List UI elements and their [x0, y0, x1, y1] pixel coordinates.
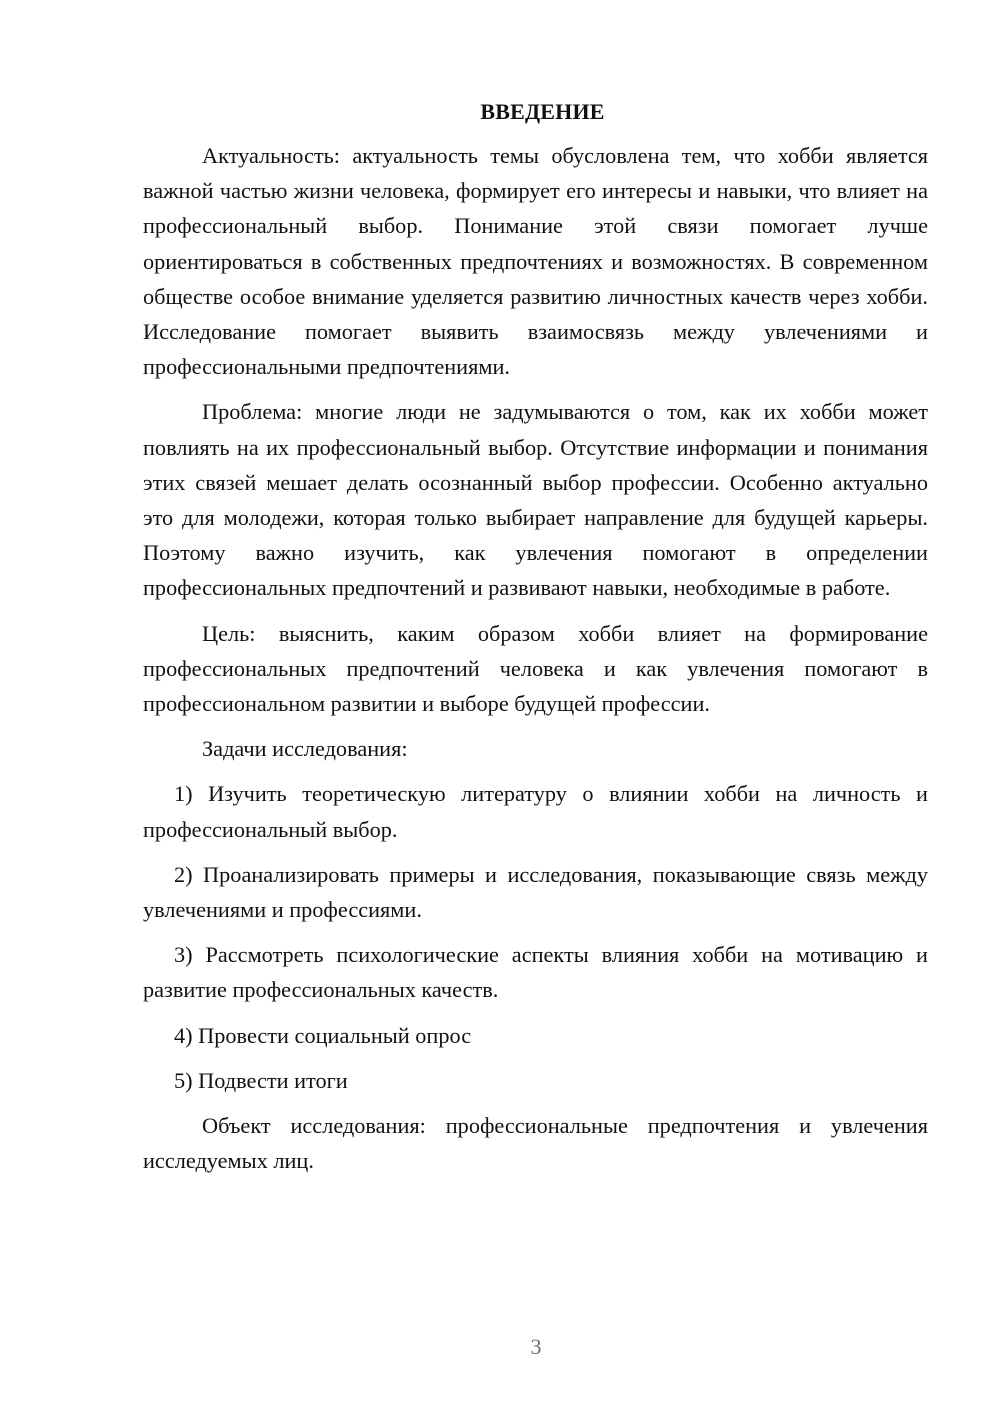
- task-item-2: 2) Проанализировать примеры и исследования, показывающие связь между увлечениями и профессиями.: [143, 861, 928, 923]
- tasks-title: Задачи исследования:: [202, 736, 408, 762]
- task-item-5: 5) Подвести итоги: [174, 1067, 348, 1093]
- section-heading: ВВЕДЕНИЕ: [480, 99, 605, 124]
- tasks-list: [143, 776, 928, 1098]
- page-content: [143, 97, 928, 1188]
- object-paragraph: Объект исследования: профессиональные предпочтения и увлечения исследуемых лиц.: [143, 1113, 928, 1174]
- task-item-3: 3) Рассмотреть психологические аспекты влияния хобби на мотивацию и развитие профессиональных качеств.: [143, 942, 928, 1003]
- problem-paragraph: Проблема: многие люди не задумываются о том, как их хобби может повлиять на их профессиональный выбор. Отсутствие информации и понимания этих связей мешает делать осознанный выбор профессии. Особенно актуально это для молодежи, которая только выбирает направление для будущей карьеры. Поэтому важно изучить, как увлечения помогают в определении профессиональных предпочтений и развивают навыки, необходимые в работе.: [143, 399, 928, 601]
- page-number: 3: [530, 1334, 542, 1359]
- task-item-4: 4) Провести социальный опрос: [174, 1022, 472, 1048]
- task-item-1: 1) Изучить теоретическую литературу о влиянии хобби на личность и профессиональный выбор.: [143, 781, 928, 842]
- goal-paragraph: Цель: выяснить, каким образом хобби влияет на формирование профессиональных предпочтений человека и как увлечения помогают в профессиональном развитии и выборе будущей профессии.: [143, 620, 928, 717]
- relevance-paragraph: Актуальность: актуальность темы обусловлена тем, что хобби является важной частью жизни человека, формирует его интересы и навыки, что влияет на профессиональный выбор. Понимание этой связи помогает лучше ориентироваться в собственных предпочтениях и возможностях. В современном обществе особое внимание уделяется развитию личностных качеств через хобби. Исследование помогает выявить взаимосвязь между увлечениями и профессиональными предпочтениями.: [143, 143, 928, 380]
